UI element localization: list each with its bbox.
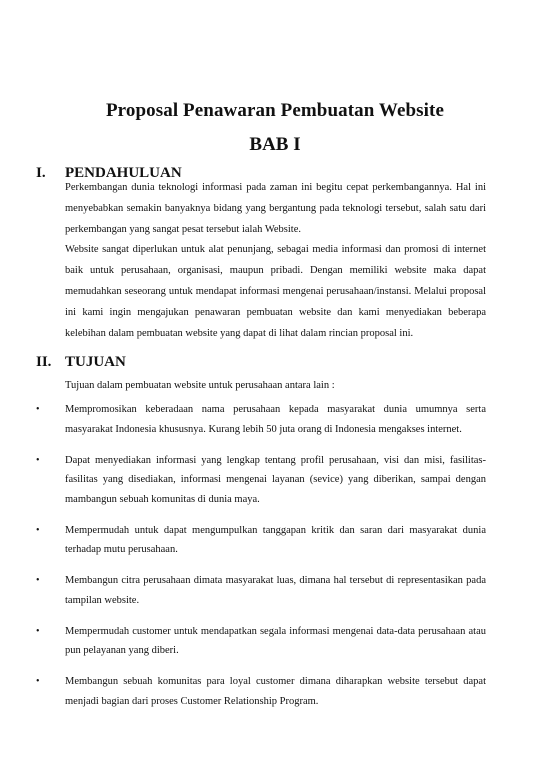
bullet-icon: •: [36, 404, 40, 415]
section-heading-tujuan: [36, 354, 126, 371]
list-item-text: Mempermudah untuk dapat mengumpulkan tanggapan kritik dan saran dari masyarakat dunia terhadap mutu perusahaan.: [65, 524, 486, 556]
paragraph: Perkembangan dunia teknologi informasi pada zaman ini begitu cepat perkembangannya. Hal ini menyebabkan semakin banyaknya bidang yang bergantung pada teknologi tersebut, salah satu dari perkembangan yang sangat pesat tersebut ialah Website.: [65, 182, 486, 235]
section-number: I.: [36, 165, 46, 181]
bullet-icon: •: [36, 575, 40, 587]
section-intro: Tujuan dalam pembuatan website untuk perusahaan antara lain :: [65, 380, 335, 391]
list-item-text: Dapat menyediakan informasi yang lengkap tentang profil perusahaan, visi dan misi, fasilitas-fasilitas yang disediakan, informasi mengenai layanan (sevice) yang diberikan, sampai dengan mambangun sebuah komunitas di dunia maya.: [65, 454, 486, 505]
list-item: [36, 571, 486, 610]
list-item-text: Membangun sebuah komunitas para loyal customer dimana diharapkan website tersebut dapat menjadi bagian dari proses Customer Relationship Program.: [65, 676, 486, 707]
chapter-heading: BAB I: [249, 134, 301, 155]
section-title: PENDAHULUAN: [65, 165, 182, 181]
objectives-list: [36, 400, 486, 723]
bullet-icon: •: [36, 524, 40, 536]
list-item: [36, 521, 486, 560]
list-item: [36, 451, 486, 510]
section-number: II.: [36, 354, 52, 370]
section-title: TUJUAN: [65, 354, 126, 370]
list-item: [36, 400, 486, 439]
document-title: Proposal Penawaran Pembuatan Website: [105, 100, 445, 121]
bullet-icon: •: [36, 454, 40, 466]
list-item-text: Mempromosikan keberadaan nama perusahaan kepada masyarakat dunia umumnya serta masyarakat Indonesia khususnya. Kurang lebih 50 juta orang di Indonesia mengakses internet.: [65, 404, 486, 435]
list-item-text: Membangun citra perusahaan dimata masyarakat luas, dimana hal tersebut di representasikan pada tampilan website.: [65, 575, 486, 606]
list-item-text: Mempermudah customer untuk mendapatkan segala informasi mengenai data-data perusahaan atau pun pelayanan yang diberi.: [65, 625, 486, 657]
list-item: [36, 672, 486, 711]
list-item: [36, 622, 486, 661]
paragraph: Website sangat diperlukan untuk alat penunjang, sebagai media informasi dan promosi di internet baik untuk perusahaan, organisasi, maupun pribadi. Dengan memiliki website maka dapat memudahkan seseorang untuk mendapat informasi mengenai perusahaan/instansi. Melalui proposal ini kami ingin mengajukan penawaran pembuatan website dan kami menyediakan beberapa kelebihan dalam pembuatan website yang dapat di lihat dalam rincian proposal ini.: [65, 244, 486, 339]
section-body-pendahuluan: [65, 178, 486, 344]
bullet-icon: •: [36, 676, 40, 688]
bullet-icon: •: [36, 625, 40, 637]
